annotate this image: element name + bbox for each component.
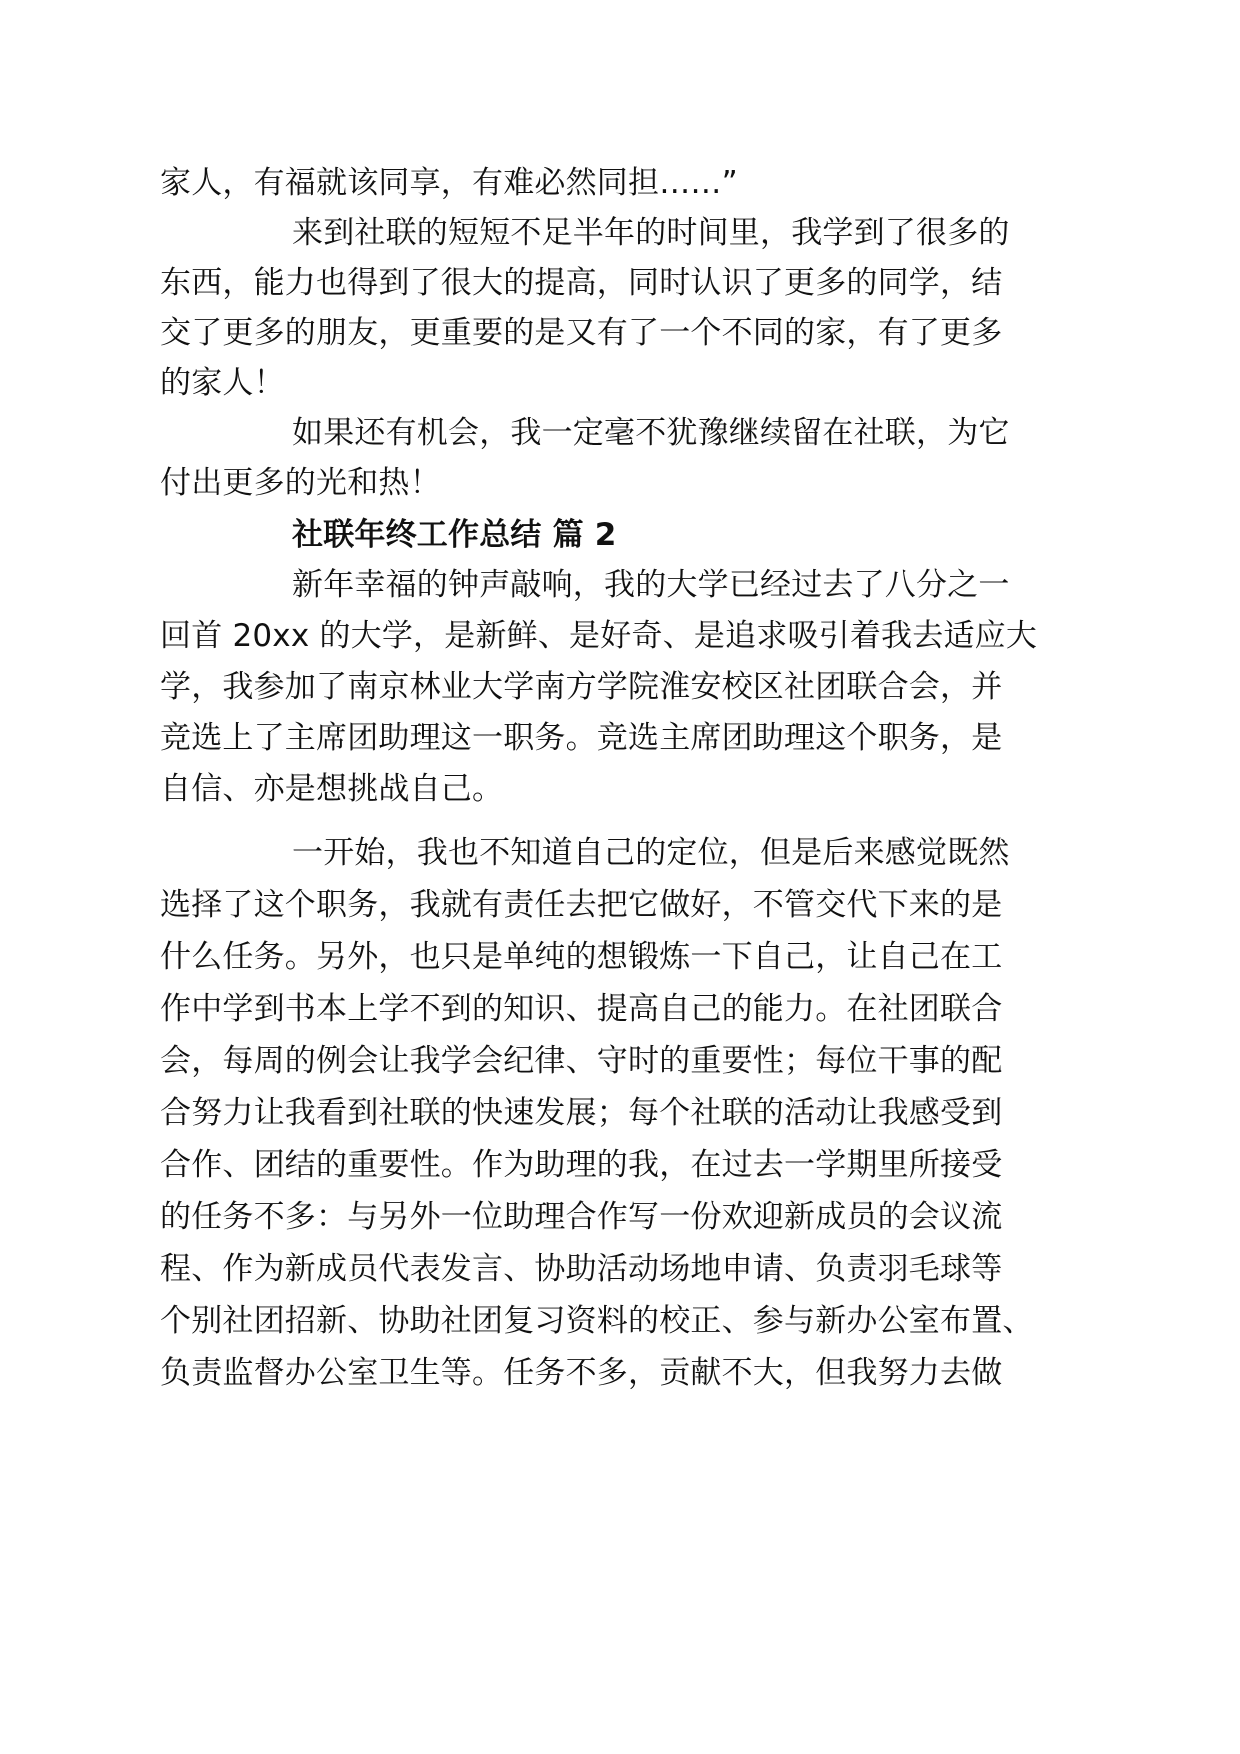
paragraph-line: 会，每周的例会让我学会纪律、守时的重要性；每位干事的配 (160, 1043, 1003, 1079)
paragraph-line: 负责监督办公室卫生等。任务不多，贡献不大，但我努力去做 (160, 1355, 1003, 1391)
paragraph-line: 合作、团结的重要性。作为助理的我，在过去一学期里所接受 (160, 1147, 1003, 1183)
paragraph-line: 一开始，我也不知道自己的定位，但是后来感觉既然 (292, 835, 1010, 871)
paragraph-line: 回首 20xx 的大学，是新鲜、是好奇、是追求吸引着我去适应大 (160, 618, 1038, 654)
section-heading: 社联年终工作总结 篇 2 (292, 517, 617, 553)
paragraph-line: 家人，有福就该同享，有难必然同担……” (160, 165, 738, 201)
paragraph-line: 如果还有机会，我一定毫不犹豫继续留在社联，为它 (292, 415, 1010, 451)
paragraph-line: 作中学到书本上学不到的知识、提高自己的能力。在社团联合 (160, 991, 1003, 1027)
paragraph-line: 合努力让我看到社联的快速发展；每个社联的活动让我感受到 (160, 1095, 1003, 1131)
paragraph-line: 的家人！ (160, 365, 285, 401)
paragraph-line: 的任务不多：与另外一位助理合作写一份欢迎新成员的会议流 (160, 1199, 1003, 1235)
paragraph-line: 来到社联的短短不足半年的时间里，我学到了很多的 (292, 215, 1010, 251)
paragraph-line: 竞选上了主席团助理这一职务。竞选主席团助理这个职务，是 (160, 720, 1003, 756)
paragraph-line: 东西，能力也得到了很大的提高，同时认识了更多的同学，结 (160, 265, 1003, 301)
paragraph-line: 自信、亦是想挑战自己。 (160, 771, 504, 807)
paragraph-line: 学，我参加了南京林业大学南方学院淮安校区社团联合会，并 (160, 669, 1003, 705)
paragraph-line: 新年幸福的钟声敲响，我的大学已经过去了八分之一 (292, 567, 1010, 603)
paragraph-line: 程、作为新成员代表发言、协助活动场地申请、负责羽毛球等 (160, 1251, 1003, 1287)
paragraph-line: 什么任务。另外，也只是单纯的想锻炼一下自己，让自己在工 (160, 939, 1003, 975)
paragraph-line: 选择了这个职务，我就有责任去把它做好，不管交代下来的是 (160, 887, 1003, 923)
paragraph-line: 个别社团招新、协助社团复习资料的校正、参与新办公室布置、 (160, 1303, 1034, 1339)
paragraph-line: 付出更多的光和热！ (160, 465, 441, 501)
paragraph-line: 交了更多的朋友，更重要的是又有了一个不同的家，有了更多 (160, 315, 1003, 351)
